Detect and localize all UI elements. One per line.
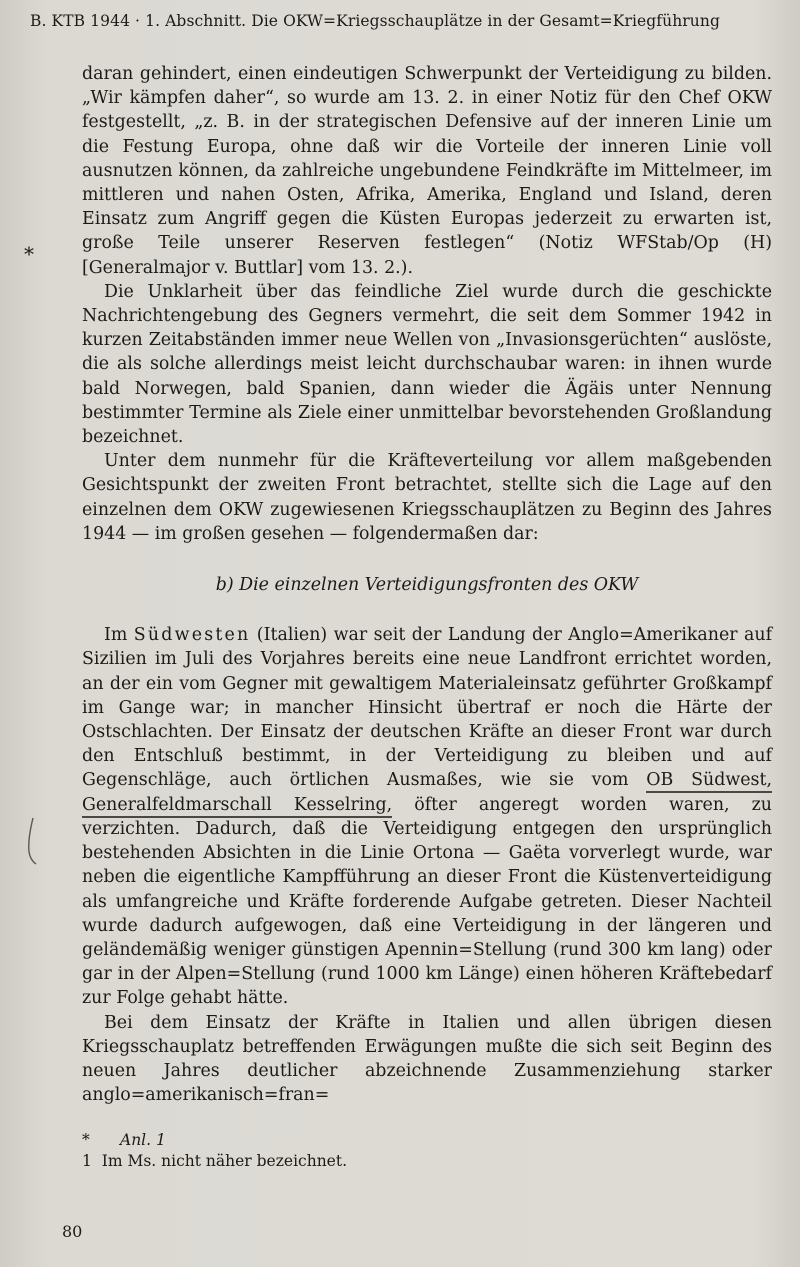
paragraph-rumors: Die Unklarheit über das feindliche Ziel wurde durch die geschickte Nachrichtengebung des Gegners vermehrt, die seit dem Sommer 1942 in kurzen Zeitabständen immer neue Wellen von „Invasionsgerüchten“ auslöste, die als solche allerdings meist leicht durchschaubar waren: in ihnen wurde bald Norwegen, bald Spanien, dann wieder die Ägäis unter Nennung bestimmter Termine als Ziele einer unmittelbar bevorstehenden Großlandung bezeichnet. (82, 281, 772, 448)
underlined-commander: OB Südwest, Generalfeldmarschall Kesselring, (82, 770, 772, 817)
southwest-spaced-term: Südwesten (133, 625, 251, 646)
paragraph-italy-forces: Bei dem Einsatz der Kräfte in Italien und allen übrigen diesen Kriegsschauplatz betreffenden Erwägungen mußte die sich seit Beginn des neuen Jahres deutlicher abzeichnende Zusammenziehung starker anglo=amerikanisch=fran= (82, 1012, 772, 1106)
southwest-intro: Im (104, 625, 134, 646)
paragraph-continuation: daran gehindert, einen eindeutigen Schwerpunkt der Verteidigung zu bilden. „Wir kämpfen daher“, so wurde am 13. 2. in einer Notiz für den Chef OKW festgestellt, „z. B. in der strategischen Defensive auf der inneren Linie um die Festung Europa, ohne daß wir die Vorteile der inneren Linie voll ausnutzen können, da zahlreiche ungebundene Feindkräfte im Mittelmeer, im mittleren und nahen Osten, Afrika, Amerika, England und Island, deren Einsatz zum Angriff gegen die Küsten Europas jederzeit zu erwarten ist, große Teile unserer Reserven festlegen“ (Notiz WFStab/Op (H) [Generalmajor v. Buttlar] vom 13. 2.). (82, 64, 772, 278)
footnote-1-text: Im Ms. nicht näher bezeichnet. (101, 1152, 348, 1170)
southwest-text-b: öfter angeregt worden waren, zu verzichten. Dadurch, daß die Verteidigung entgegen den ursprünglich bestehenden Absichten in die Linie Ortona — Gaëta vorverlegt wurde, war neben die eigentliche Kampfführung an dieser Front die Küstenverteidigung als umfangreiche und Kräfte forderende Aufgabe getreten. Dieser Nachteil wurde dadurch aufgewogen, daß eine Verteidigung in der längeren und geländemäßig weniger günstigen Apennin=Stellung (rund 300 km lang) oder gar in der Alpen=Stellung (rund 1000 km Länge) einen höheren Kräftebedarf zur Folge gehabt hätte. (82, 794, 772, 1009)
main-text (82, 62, 772, 1107)
footnote-star-text: Anl. 1 (120, 1131, 166, 1149)
paragraph-overview: Unter dem nunmehr für die Kräfteverteilung vor allem maßgebenden Gesichtspunkt der zweiten Front betrachtet, stellte sich die Lage auf den einzelnen dem OKW zugewiesenen Kriegsschauplätzen zu Beginn des Jahres 1944 — im großen gesehen — folgendermaßen dar: (82, 451, 772, 544)
margin-pencil-mark-icon (24, 816, 40, 866)
margin-asterisk: * (24, 242, 34, 266)
footnote-star-mark: * (82, 1131, 90, 1149)
running-header: B. KTB 1944 · 1. Abschnitt. Die OKW=Kriegsschauplätze in der Gesamt=Kriegführung (30, 12, 720, 30)
page-number: 80 (62, 1222, 83, 1241)
southwest-text-a: (Italien) war seit der Landung der Anglo=Amerikaner auf Sizilien im Juli des Vorjahres bereits eine neue Landfront errichtet worden, an der ein vom Gegner mit gewaltigem Materialeinsatz geführter Großkampf im Gange war; in mancher Hinsicht übertraf er noch die Härte der Ostschlachten. Der Einsatz der deutschen Kräfte an dieser Front war durch den Entschluß bestimmt, in der Verteidigung zu bleiben und auf Gegenschläge, auch örtlichen Ausmaßes, wie sie vom (82, 625, 773, 791)
footnote-star (82, 1130, 772, 1151)
paragraph-southwest (82, 623, 772, 1010)
section-heading: b) Die einzelnen Verteidigungsfronten des OKW (215, 575, 639, 596)
footnotes (82, 1130, 772, 1172)
footnote-1-mark: 1 (82, 1152, 92, 1170)
footnote-1 (82, 1151, 772, 1172)
